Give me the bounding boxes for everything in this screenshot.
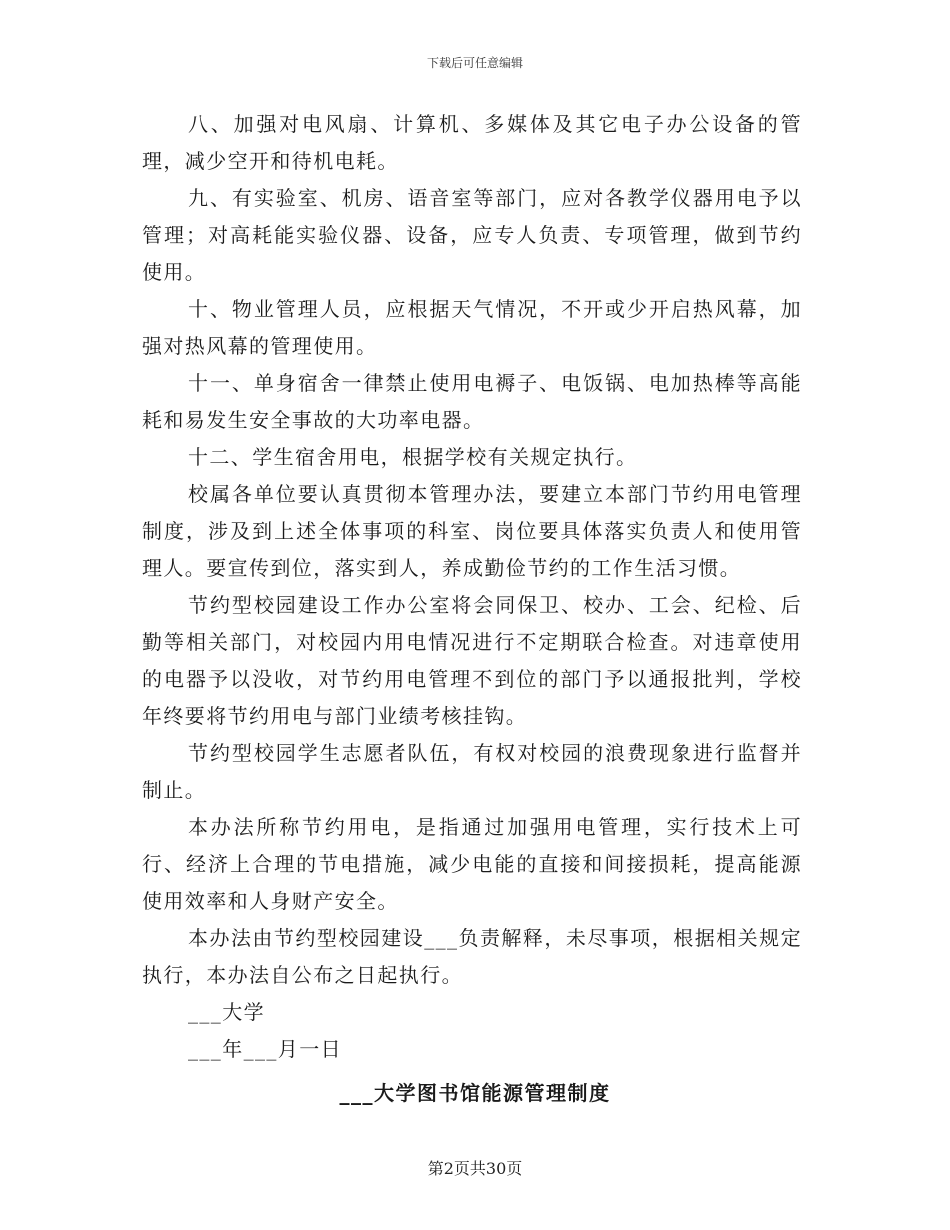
section-title: ___大学图书馆能源管理制度 bbox=[339, 1081, 611, 1105]
paragraph-volunteers: 节约型校园学生志愿者队伍，有权对校园的浪费现象进行监督并制止。 bbox=[142, 741, 802, 802]
paragraph-interpretation: 本办法由节约型校园建设___负责解释，未尽事项，根据相关规定执行，本办法自公布之日起执行。 bbox=[142, 926, 802, 987]
document-body bbox=[142, 106, 802, 1068]
paragraph-8: 八、加强对电风扇、计算机、多媒体及其它电子办公设备的管理，减少空开和待机电耗。 bbox=[142, 112, 802, 173]
page-footer: 第2页共30页 bbox=[427, 1159, 523, 1178]
paragraph-11: 十一、单身宿舍一律禁止使用电褥子、电饭锅、电加热棒等高能耗和易发生安全事故的大功率电器。 bbox=[142, 371, 802, 432]
paragraph-9: 九、有实验室、机房、语音室等部门，应对各教学仪器用电予以管理；对高耗能实验仪器、设备，应专人负责、专项管理，做到节约使用。 bbox=[142, 186, 802, 284]
paragraph-definition: 本办法所称节约用电，是指通过加强用电管理，实行技术上可行、经济上合理的节电措施，减少电能的直接和间接损耗，提高能源使用效率和人身财产安全。 bbox=[142, 815, 802, 913]
page-header: 下载后可任意编辑 bbox=[426, 56, 523, 70]
signature-university: ___大学 bbox=[188, 1000, 265, 1024]
paragraph-units: 校属各单位要认真贯彻本管理办法，要建立本部门节约用电管理制度，涉及到上述全体事项的科室、岗位要具体落实负责人和使用管理人。要宣传到位，落实到人，养成勤俭节约的工作生活习惯。 bbox=[142, 482, 802, 580]
paragraph-inspection: 节约型校园建设工作办公室将会同保卫、校办、工会、纪检、后勤等相关部门，对校园内用电情况进行不定期联合检查。对违章使用的电器予以没收，对节约用电管理不到位的部门予以通报批判，学校年终要将节约用电与部门业绩考核挂钩。 bbox=[142, 593, 802, 728]
signature-date: ___年___月一日 bbox=[188, 1037, 342, 1061]
paragraph-10: 十、物业管理人员，应根据天气情况，不开或少开启热风幕，加强对热风幕的管理使用。 bbox=[142, 297, 802, 358]
paragraph-12: 十二、学生宿舍用电，根据学校有关规定执行。 bbox=[188, 445, 638, 469]
